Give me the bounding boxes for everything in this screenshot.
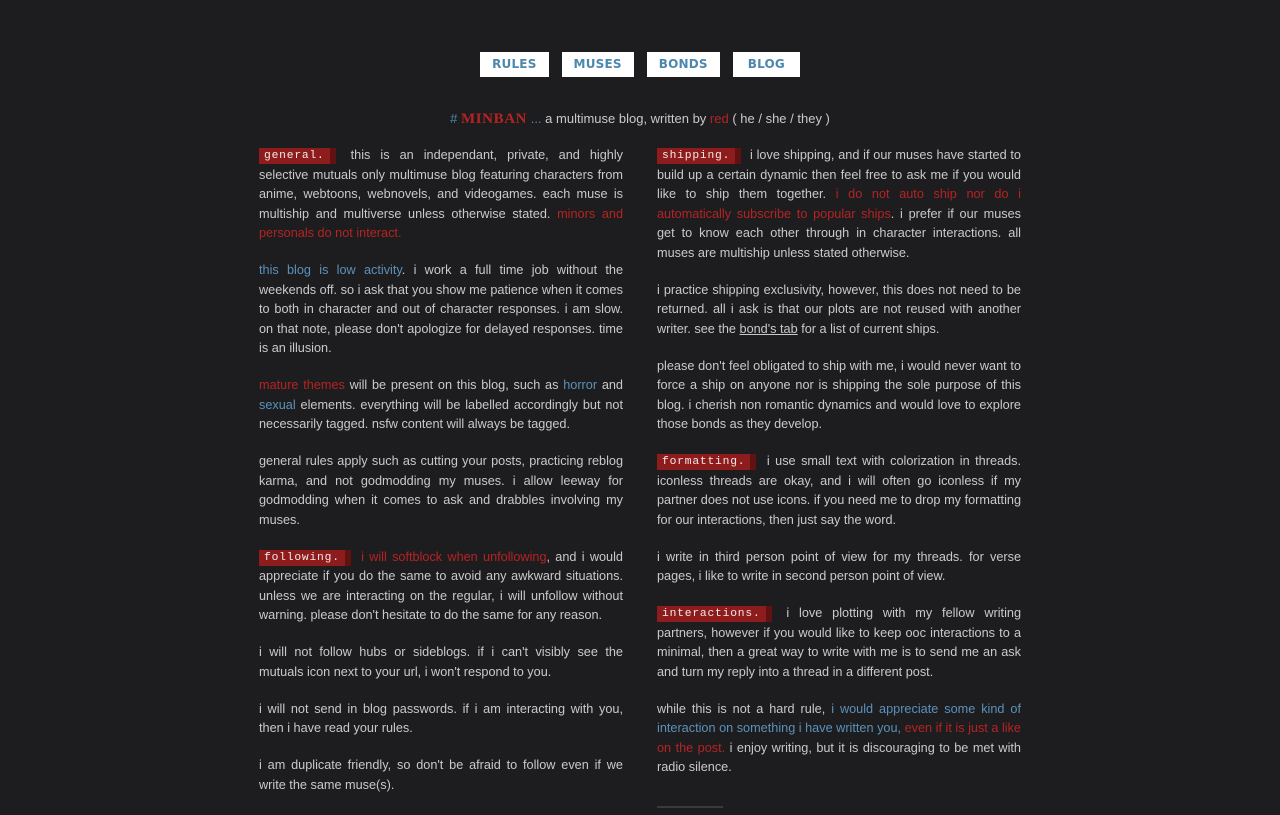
shipping-text-1: i love shipping, and if our muses have started to build up a certain dynamic then feel free to ask me if you would like to ship them together. [657,148,1021,201]
following-section [259,548,623,626]
passwords-section: i will not send in blog passwords. if i am interacting with you, then i have read your rules. [259,701,623,735]
mature-text-2: and [601,378,623,392]
mature-section [259,376,623,435]
title-hash: # [450,111,458,126]
mature-text-3: elements. everything will be labelled accordingly but not necessarily tagged. nsfw content will always be tagged. [259,397,623,431]
blog-name: MINBAN [460,111,528,127]
general-rules-section: general rules apply such as cutting your posts, practicing reblog karma, and not godmodding my muses. i allow leeway for godmodding when it comes to ask and drabbles involving my muses. [259,454,623,527]
general-text: this is an independant, private, and highly selective mutuals only multimuse blog featuring characters from anime, webtoons, webnovels, and videogames. each muse is multiship and multiverse unless otherwise stated. [259,148,624,221]
exclusivity-text-2: for a list of current ships. [801,321,940,336]
shipping-text-2: . i prefer if our muses get to know each other through in character interactions. all muses are multiship unless stated otherwise. [657,206,1021,260]
shipping-highlight: i do not auto ship nor do i automatically subscribe to popular ships [657,187,1021,221]
mature-text-1: will be present on this blog, such as [349,378,559,392]
activity-highlight: this blog is low activity [259,263,402,277]
following-text: , and i would appreciate if you do the same to avoid any awkward situations. unless we are interacting on the regular, i will unfollow without warning. please don't hesitate to do the same for any reason. [259,549,623,622]
hardrule-section [657,700,1021,778]
mature-sexual: sexual [259,397,296,412]
following-highlight: i will softblock when unfollowing [361,549,547,564]
interactions-section [657,604,1021,682]
activity-section [259,261,623,359]
duplicate-section: i am duplicate friendly, so don't be afraid to follow even if we write the same muse(s). [259,758,623,792]
hubs-section: i will not follow hubs or sideblogs. if i can't visibly see the mutuals icon next to your url, i won't respond to you. [259,645,623,679]
next-section-tag-partial [657,806,723,808]
shipping-tag: shipping. [657,148,741,164]
hardrule-text-2: i enjoy writing, but it is discouraging to be met with radio silence. [657,740,1021,774]
interactions-text: i love plotting with my fellow writing partners, however if you would like to keep ooc interactions to a minimal, then a great way to write with me is to send me an ask and turn my reply into a thread in a different post. [657,606,1021,679]
title-ellipsis: ... [530,111,542,126]
rules-column-right [657,146,1021,815]
general-tag: general. [259,148,336,164]
following-tag: following. [259,550,351,566]
exclusivity-text-1: i practice shipping exclusivity, however, this does not need to be returned. all i ask is that our plots are not reused with another writer. see the [657,282,1021,336]
interactions-tag: interactions. [657,606,772,622]
bonds-tab-link[interactable]: bond's tab [739,321,798,336]
top-nav [0,52,1280,77]
rules-column-left [259,146,623,813]
page-title [0,111,1280,128]
activity-text: . i work a full time job without the weekends off. so i ask that you show me patience when it comes to both in character and out of character responses. i am slow. on that note, please don't apologize for delayed responses. time is an illusion. [259,263,623,355]
nav-bonds-button[interactable]: BONDS [647,52,720,77]
pov-section: i write in third person point of view for my threads. for verse pages, i like to write in second person point of view. [657,549,1021,583]
nav-muses-button[interactable]: MUSES [562,52,634,77]
author-pronouns: ( he / she / they ) [732,111,830,126]
exclusivity-section [657,281,1021,340]
mature-horror: horror [563,378,598,392]
mature-highlight: mature themes [259,378,345,392]
hardrule-blue: i would appreciate some kind of interaction on something i have written you, [657,701,1021,735]
formatting-text: i use small text with colorization in threads. iconless threads are okay, and i will often go iconless if my partner does not use icons. if you need me to drop my formatting for our interactions, then just say the word. [657,454,1021,527]
shipping-section [657,146,1021,263]
general-warning: minors and personals do not interact. [259,206,624,240]
nav-blog-button[interactable]: BLOG [733,52,800,77]
nav-rules-button[interactable]: RULES [480,52,548,77]
hardrule-text-1: while this is not a hard rule, [657,701,826,716]
hardrule-red: even if it is just a like on the post. [657,721,1021,755]
obligated-section: please don't feel obligated to ship with me, i would never want to force a ship on anyone nor is shipping the sole purpose of this blog. i cherish non romantic dynamics and would love to explore those bonds as they develop. [657,358,1021,431]
title-text: a multimuse blog, written by [545,111,707,126]
general-section [259,146,623,244]
formatting-section [657,452,1021,530]
author-name: red [709,111,729,126]
formatting-tag: formatting. [657,454,756,470]
